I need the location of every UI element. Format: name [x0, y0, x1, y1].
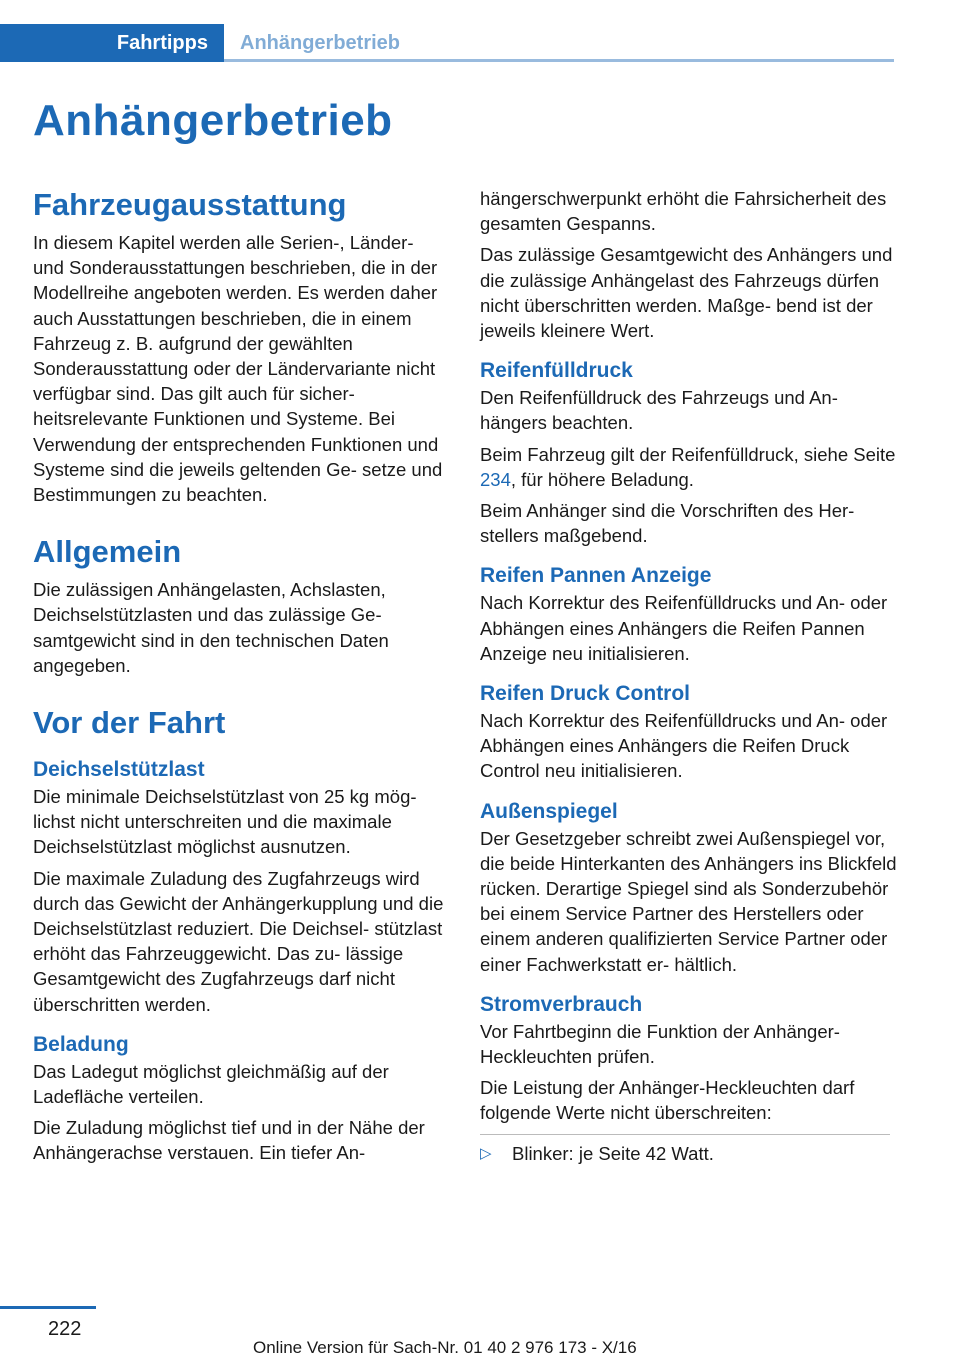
- header-tabs: [0, 24, 893, 62]
- header-rule: [224, 59, 894, 62]
- left-column: [33, 186, 449, 1166]
- heading-beladung: Beladung: [33, 1032, 129, 1056]
- tab-anhaengerbetrieb[interactable]: Anhängerbetrieb: [240, 32, 401, 54]
- text-deichselstuetzlast-1: Die minimale Deichselstützlast von 25 kg mög- lichst nicht unterschreiten und die maximale Deichselstützlast möglichst ausnutzen.: [33, 786, 417, 858]
- footer-rule: [0, 1306, 96, 1309]
- text-reifenfuelldruck-2-after: , für höhere Beladung.: [510, 468, 694, 490]
- heading-vor-der-fahrt: Vor der Fahrt: [33, 705, 226, 741]
- text-continuation-2: Das zulässige Gesamtgewicht des Anhängers und die zulässige Anhängelast des Fahrzeugs dürfen nicht überschritten werden. Maßge- bend ist der jeweils kleinere Wert.: [480, 244, 893, 342]
- heading-reifenfuelldruck: Reifenfülldruck: [480, 359, 633, 383]
- text-reifen-pannen-anzeige: Nach Korrektur des Reifenfülldrucks und An- oder Abhängen eines Anhängers die Reifen Pannen Anzeige neu initialisieren.: [480, 592, 888, 664]
- text-continuation-1: hängerschwerpunkt erhöht die Fahrsicherheit des gesamten Gespanns.: [480, 188, 887, 235]
- text-fahrzeugausstattung: In diesem Kapitel werden alle Serien-, Länder- und Sonderausstattungen beschrieben, die in der Modellreihe angeboten werden. Es werden daher auch Ausstattungen beschrieben, die in einem Fahrzeug z. B. aufgrund der gewählten Sonderausstattung oder der Ländervariante nicht verfügbar sind. Das gilt auch für sicher- heitsrelevante Funktionen und Systeme. Bei Verwendung der entsprechenden Funktionen und Systeme sind die jeweils geltenden Ge- setze und Bestimmungen zu beachten.: [33, 232, 443, 506]
- text-deichselstuetzlast-2: Die maximale Zuladung des Zugfahrzeugs wird durch das Gewicht der Anhängerkupplung und die Deichselstützlast reduziert. Die Deichsel- stützlast erhöht das Fahrzeuggewicht. Das zu- lässige Gesamtgewicht des Zugfahrzeugs darf nicht überschritten werden.: [33, 867, 444, 1015]
- text-reifenfuelldruck-2: [480, 442, 900, 492]
- text-reifenfuelldruck-1: Den Reifenfülldruck des Fahrzeugs und An- hängers beachten.: [480, 387, 838, 434]
- text-reifenfuelldruck-3: Beim Anhänger sind die Vorschriften des Her- stellers maßgebend.: [480, 500, 855, 547]
- text-allgemein: Die zulässigen Anhängelasten, Achslasten, Deichselstützlasten und das zulässige Ge- samtgewicht sind in den technischen Daten angegeben.: [33, 579, 389, 676]
- text-reifen-druck-control: Nach Korrektur des Reifenfülldrucks und An- oder Abhängen eines Anhängers die Reifen Druck Control neu initialisieren.: [480, 710, 888, 782]
- text-stromverbrauch-1: Vor Fahrtbeginn die Funktion der Anhänger- Heckleuchten prüfen.: [480, 1020, 840, 1068]
- heading-reifen-pannen-anzeige: Reifen Pannen Anzeige: [480, 564, 712, 588]
- text-reifenfuelldruck-2-before: Beim Fahrzeug gilt der Reifenfülldruck, siehe Seite: [480, 443, 896, 465]
- heading-fahrzeugausstattung: Fahrzeugausstattung: [33, 187, 347, 222]
- page-number: 222: [48, 1318, 82, 1340]
- text-aussenspiegel: Der Gesetzgeber schreibt zwei Außenspiegel vor, die beide Hinterkanten des Anhängers ins Blickfeld rücken. Derartige Spiegel sind als Sonderzubehör bei einem Service Partner des Herstellers oder einem anderen qualifizierten Service Partner oder einer Fachwerkstatt er- hältlich.: [480, 827, 897, 975]
- bullet-text: Blinker: je Seite 42 Watt.: [512, 1142, 714, 1164]
- text-beladung-2: Die Zuladung möglichst tief und in der Nähe der Anhängerachse verstauen. Ein tiefer An-: [33, 1117, 425, 1164]
- triangle-bullet-icon: ▷: [480, 1144, 492, 1162]
- heading-reifen-druck-control: Reifen Druck Control: [480, 682, 691, 706]
- page-title: Anhängerbetrieb: [33, 96, 393, 145]
- text-stromverbrauch-2: Die Leistung der Anhänger-Heckleuchten darf folgende Werte nicht überschreiten:: [480, 1077, 855, 1124]
- text-beladung-1: Das Ladegut möglichst gleichmäßig auf der Ladefläche verteilen.: [33, 1060, 389, 1108]
- heading-aussenspiegel: Außenspiegel: [480, 799, 618, 823]
- right-column: [480, 186, 900, 1166]
- heading-allgemein: Allgemein: [33, 534, 182, 570]
- heading-stromverbrauch: Stromverbrauch: [480, 992, 643, 1016]
- online-version-note: Online Version für Sach-Nr. 01 40 2 976 173 - X/16: [253, 1338, 637, 1357]
- list-item: [480, 1141, 900, 1166]
- heading-deichselstuetzlast: Deichselstützlast: [33, 758, 205, 782]
- tab-fahrtipps[interactable]: Fahrtipps: [0, 24, 224, 62]
- page-link-234[interactable]: 234: [480, 468, 511, 490]
